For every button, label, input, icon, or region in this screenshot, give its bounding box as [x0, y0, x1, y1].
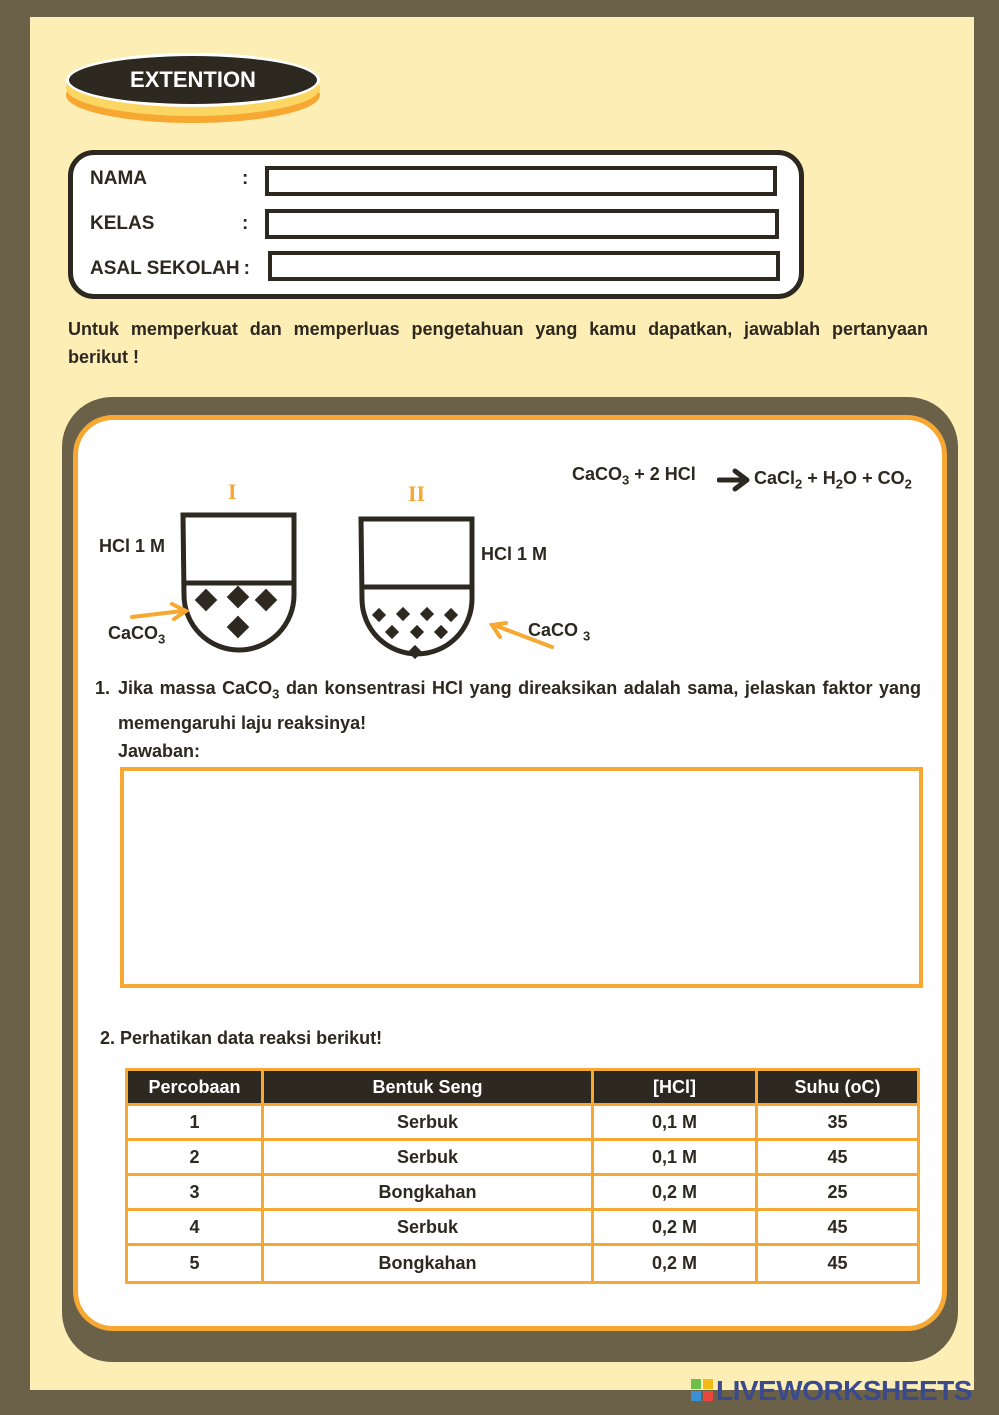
- identity-row-nama: [90, 164, 262, 194]
- eq-product-2-sub: 2: [835, 476, 844, 492]
- beaker-1-arrow-icon: [132, 604, 186, 619]
- nama-colon: :: [242, 168, 249, 189]
- eq-product-1: CaCl: [754, 468, 796, 488]
- table-cell: Bongkahan: [263, 1245, 593, 1283]
- watermark-text: LIVEWORKSHEETS: [716, 1375, 972, 1406]
- table-cell: 35: [757, 1105, 919, 1140]
- eq-product-3: CO: [877, 468, 905, 488]
- question-1-text-b: dan konsentrasi HCl yang direaksikan adalah sama, jelaskan faktor yang memengaruhi laju reaksinya!: [118, 678, 922, 733]
- table-cell: 45: [757, 1210, 919, 1245]
- table-row: [127, 1105, 919, 1140]
- nama-label: NAMA: [90, 168, 147, 189]
- beaker-1-acid-label: HCl 1 M: [99, 536, 166, 556]
- reaction-arrow-icon: [717, 468, 753, 492]
- beaker-2-numeral: II: [408, 481, 426, 506]
- table-cell: 4: [127, 1210, 263, 1245]
- table-header-percobaan: Percobaan: [127, 1070, 263, 1105]
- beaker-1-solid-label: [108, 623, 165, 647]
- table-cell: 45: [757, 1245, 919, 1283]
- asal-sekolah-label: ASAL SEKOLAH: [90, 258, 240, 279]
- beaker-1-numeral: I: [228, 479, 237, 504]
- beaker-2-solid-text: CaCO: [528, 620, 579, 640]
- question-1-answer-label: Jawaban:: [118, 740, 201, 761]
- eq-product-3-sub: 2: [904, 476, 912, 492]
- reaction-products: [754, 468, 912, 492]
- table-cell: Serbuk: [263, 1140, 593, 1175]
- question-2-text: 2. Perhatikan data reaksi berikut!: [100, 1028, 383, 1048]
- extention-badge: EXTENTION: [66, 53, 320, 107]
- table-cell: 1: [127, 1105, 263, 1140]
- identity-row-asal-sekolah: [90, 254, 264, 284]
- table-cell: 2: [127, 1140, 263, 1175]
- table-cell: 5: [127, 1245, 263, 1283]
- table-row: [127, 1175, 919, 1210]
- table-row: [127, 1210, 919, 1245]
- eq-plus-1: +: [634, 464, 645, 484]
- table-cell: 3: [127, 1175, 263, 1210]
- kelas-label: KELAS: [90, 213, 155, 234]
- question-1-text: [118, 674, 921, 737]
- question-1-text-a: Jika massa CaCO: [118, 678, 273, 698]
- table-cell: 0,2 M: [593, 1245, 757, 1283]
- table-cell: Serbuk: [263, 1210, 593, 1245]
- beaker-2: [361, 519, 552, 659]
- table-cell: Bongkahan: [263, 1175, 593, 1210]
- table-cell: Serbuk: [263, 1105, 593, 1140]
- identity-row-kelas: [90, 209, 262, 239]
- table-row: [127, 1245, 919, 1283]
- table-header-suhu: Suhu (oC): [757, 1070, 919, 1105]
- table-cell: 0,2 M: [593, 1210, 757, 1245]
- nama-field[interactable]: [265, 166, 777, 196]
- eq-plus-2: +: [807, 468, 818, 488]
- question-1-text-sub: 3: [272, 686, 280, 702]
- question-1-number: 1.: [95, 678, 111, 698]
- table-header-hcl: [HCl]: [593, 1070, 757, 1105]
- question-1-answer-field[interactable]: [120, 767, 923, 988]
- reaction-data-table: [125, 1068, 920, 1284]
- table-cell: 45: [757, 1140, 919, 1175]
- table-cell: 0,1 M: [593, 1105, 757, 1140]
- eq-product-2b: O: [843, 468, 858, 488]
- question-1: [95, 674, 921, 765]
- table-cell: 25: [757, 1175, 919, 1210]
- eq-product-2a: H: [822, 468, 836, 488]
- table-header-row: [127, 1070, 919, 1105]
- kelas-colon: :: [242, 213, 249, 234]
- kelas-field[interactable]: [265, 209, 779, 239]
- asal-sekolah-colon: :: [243, 258, 250, 279]
- intro-text: Untuk memperkuat dan memperluas pengetahuan yang kamu dapatkan, jawablah pertanyaan berikut !: [68, 319, 928, 367]
- eq-plus-3: +: [862, 468, 873, 488]
- eq-reactant-2: 2 HCl: [649, 464, 696, 484]
- beaker-2-acid-label: HCl 1 M: [481, 544, 548, 564]
- identity-box: [68, 150, 804, 299]
- table-cell: 0,1 M: [593, 1140, 757, 1175]
- liveworksheets-watermark: [690, 1374, 972, 1408]
- table-header-bentuk-seng: Bentuk Seng: [263, 1070, 593, 1105]
- eq-product-1-sub: 2: [795, 476, 803, 492]
- table-row: [127, 1140, 919, 1175]
- liveworksheets-logo-icon: [690, 1378, 716, 1404]
- asal-sekolah-field[interactable]: [268, 251, 780, 281]
- worksheet-page: [30, 17, 974, 1390]
- beaker-2-solid-label: [528, 620, 590, 644]
- beaker-2-solid-sub: 3: [583, 628, 591, 644]
- beaker-1-solid-text: CaCO: [108, 623, 159, 643]
- eq-reactant-1: CaCO: [572, 464, 623, 484]
- eq-reactant-1-sub: 3: [622, 472, 630, 488]
- table-cell: 0,2 M: [593, 1175, 757, 1210]
- beaker-1-solid-sub: 3: [158, 631, 166, 647]
